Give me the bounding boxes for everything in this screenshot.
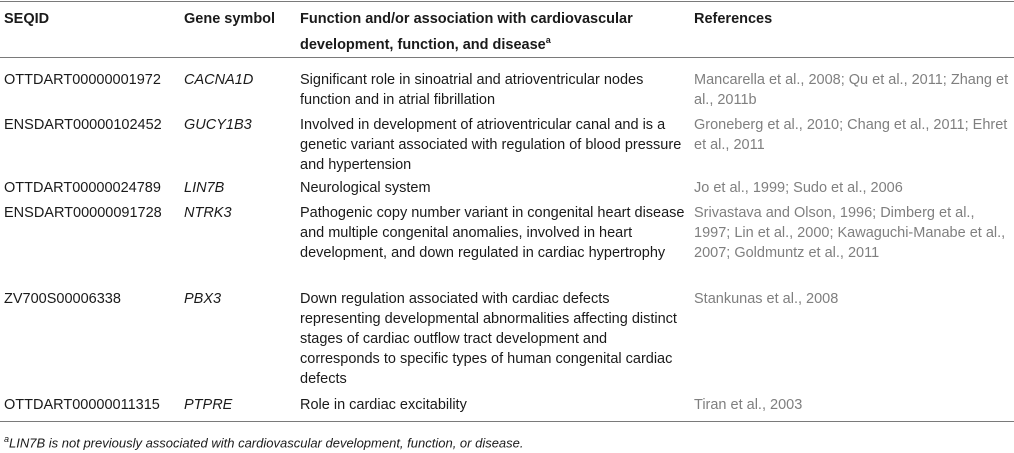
row-gene: PTPRE bbox=[184, 397, 233, 413]
row-function: Neurological system bbox=[300, 180, 431, 196]
row-gene: NTRK3 bbox=[184, 205, 232, 221]
row-gene: GUCY1B3 bbox=[184, 117, 252, 133]
header-seqid: SEQID bbox=[4, 11, 50, 27]
row-references: Srivastava and Olson, 1996; Dimberg et al., 1997; Lin et al., 2000; Kawaguchi-Manabe et al., 2007; Goldmuntz et al., 2011 bbox=[694, 205, 1006, 261]
header-rule bbox=[0, 57, 1014, 58]
row-seqid: ENSDART00000091728 bbox=[4, 205, 162, 221]
row-gene: CACNA1D bbox=[184, 72, 254, 88]
row-seqid: OTTDART00000001972 bbox=[4, 72, 161, 88]
row-references: Stankunas et al., 2008 bbox=[694, 291, 839, 307]
row-references: Mancarella et al., 2008; Qu et al., 2011; Zhang et al., 2011b bbox=[694, 72, 1009, 108]
row-references: Jo et al., 1999; Sudo et al., 2006 bbox=[694, 180, 903, 196]
header-gene-symbol: Gene symbol bbox=[184, 11, 276, 27]
table-top-rule bbox=[0, 1, 1014, 2]
header-function-label: Function and/or association with cardiovascular development, function, and disease bbox=[300, 11, 633, 53]
row-gene: LIN7B bbox=[184, 180, 225, 196]
row-gene: PBX3 bbox=[184, 291, 222, 307]
footnote-text: LIN7B is not previously associated with cardiovascular development, function, or disease. bbox=[9, 435, 524, 451]
header-references: References bbox=[694, 11, 773, 27]
row-seqid: ZV700S00006338 bbox=[4, 291, 121, 307]
row-function: Involved in development of atrioventricular canal and is a genetic variant associated with regulation of blood pressure and hypertension bbox=[300, 117, 682, 173]
row-seqid: ENSDART00000102452 bbox=[4, 117, 162, 133]
table-footnote bbox=[4, 430, 524, 452]
row-references: Tiran et al., 2003 bbox=[694, 397, 803, 413]
row-function: Significant role in sinoatrial and atrioventricular nodes function and in atrial fibrillation bbox=[300, 72, 644, 108]
row-seqid: OTTDART00000011315 bbox=[4, 397, 160, 413]
footnote-marker: a bbox=[4, 434, 10, 444]
header-function bbox=[300, 9, 685, 56]
row-function: Pathogenic copy number variant in congenital heart disease and multiple congenital anomalies, involved in heart development, and down regulated in cardiac hypertrophy bbox=[300, 205, 685, 261]
row-function: Role in cardiac excitability bbox=[300, 397, 467, 413]
row-function: Down regulation associated with cardiac defects representing developmental abnormalities affecting distinct stages of cardiac outflow tract development and corresponds to specific types of human congenital cardiac defects bbox=[300, 291, 677, 387]
header-function-note: a bbox=[545, 35, 551, 45]
row-seqid: OTTDART00000024789 bbox=[4, 180, 161, 196]
table-bottom-rule bbox=[0, 421, 1014, 422]
row-references: Groneberg et al., 2010; Chang et al., 2011; Ehret et al., 2011 bbox=[694, 117, 1008, 153]
